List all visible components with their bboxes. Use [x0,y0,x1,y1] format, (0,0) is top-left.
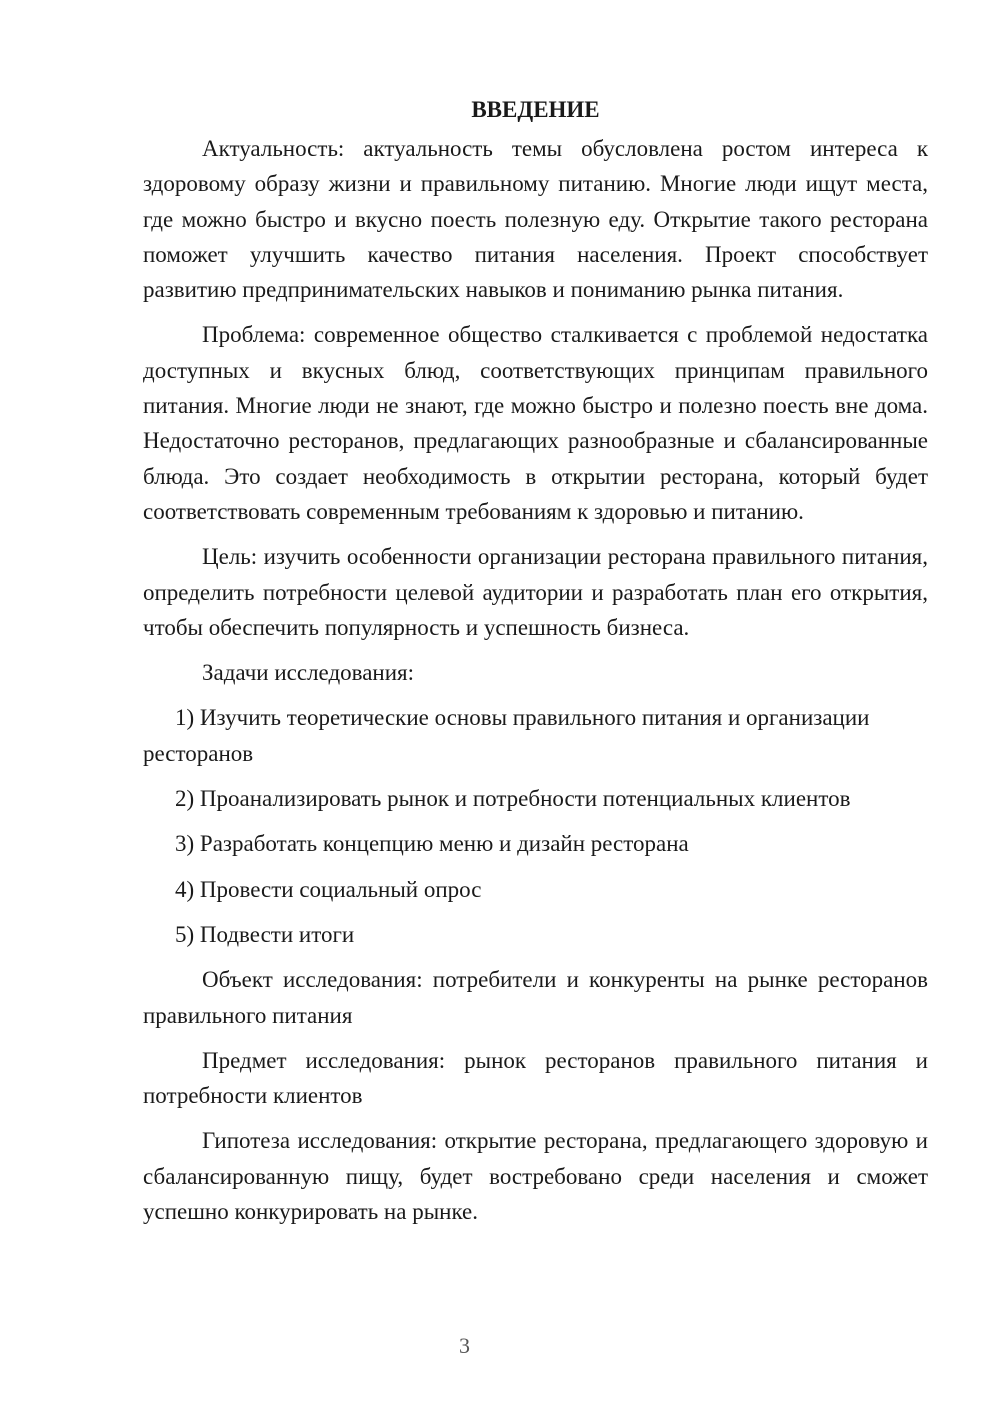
page-title: ВВЕДЕНИЕ [471,97,600,122]
hypothesis-paragraph: Гипотеза исследования: открытие ресторана, предлагающего здоровую и сбалансированную пищу, будет востребовано среди населения и сможет успешно конкурировать на рынке. [143,1128,928,1225]
relevance-paragraph: Актуальность: актуальность темы обусловлена ростом интереса к здоровому образу жизни и правильному питанию. Многие люди ищут места, где можно быстро и вкусно поесть полезную еду. Открытие такого ресторана поможет улучшить качество питания населения. Проект способствует развитию предпринимательских навыков и пониманию рынка питания. [143,136,928,303]
page-number: 3 [459,1333,470,1358]
goal-paragraph: Цель: изучить особенности организации ресторана правильного питания, определить потребности целевой аудитории и разработать план его открытия, чтобы обеспечить популярность и успешность бизнеса. [143,544,928,640]
task-item-4: 4) Провести социальный опрос [175,876,482,902]
task-item-5: 5) Подвести итоги [175,921,355,947]
task-item-2: 2) Проанализировать рынок и потребности потенциальных клиентов [175,786,851,812]
object-paragraph: Объект исследования: потребители и конкуренты на рынке ресторанов правильного питания [143,967,928,1028]
tasks-heading: Задачи исследования: [202,660,415,686]
task-item-1: 1) Изучить теоретические основы правильного питания и организации ресторанов [143,705,870,766]
problem-paragraph: Проблема: современное общество сталкивается с проблемой недостатка доступных и вкусных блюд, соответствующих принципам правильного питания. Многие люди не знают, где можно быстро и полезно поесть вне дома. Недостаточно ресторанов, предлагающих разнообразные и сбалансированные блюда. Это создает необходимость в открытии ресторана, который будет соответствовать современным требованиям к здоровью и питанию. [143,322,928,524]
subject-paragraph: Предмет исследования: рынок ресторанов правильного питания и потребности клиентов [143,1047,928,1109]
task-item-3: 3) Разработать концепцию меню и дизайн ресторана [175,831,689,857]
page-content [143,92,928,1239]
